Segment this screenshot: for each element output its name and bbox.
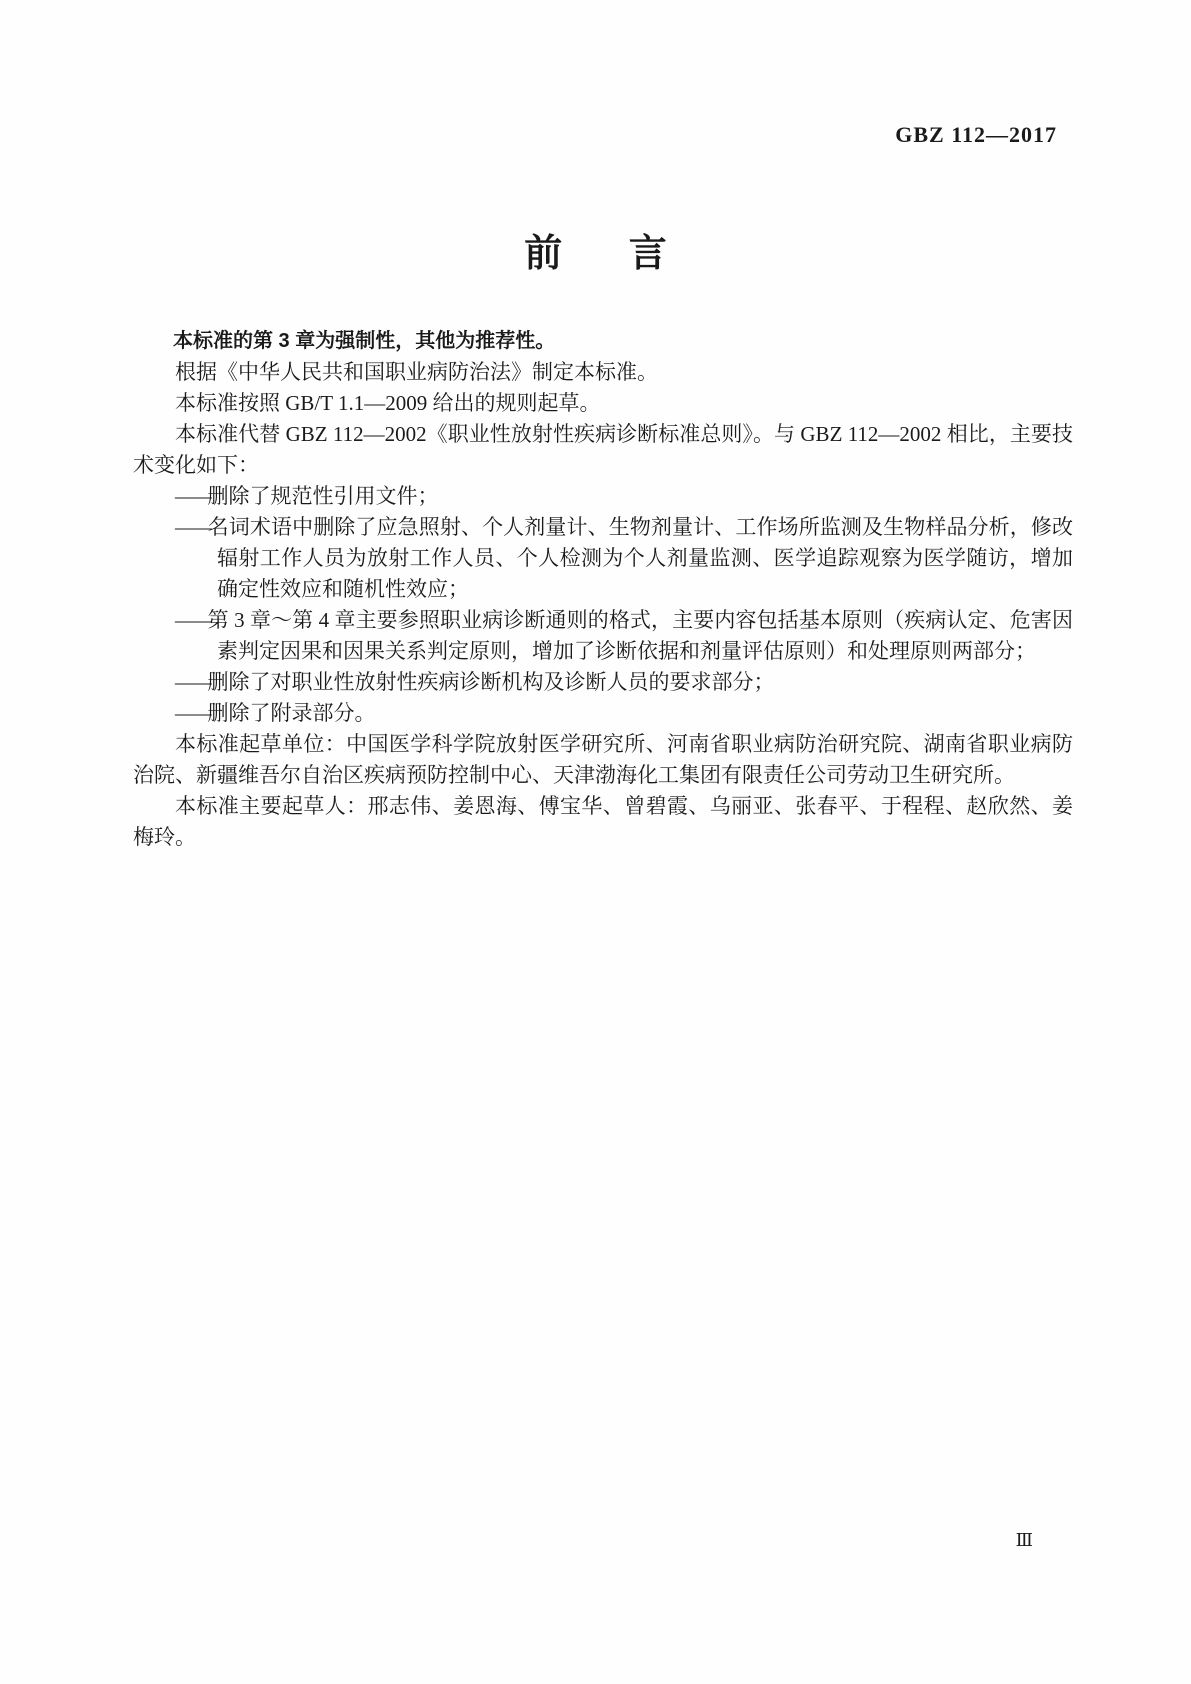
foreword-dash-text: 名词术语中删除了应急照射、个人剂量计、生物剂量计、工作场所监测及生物样品分析，修改辐射工作人员为放射工作人员、个人检测为个人剂量监测、医学追踪观察为医学随访，增加确定性效应和随机性效应；: [207, 515, 1073, 601]
foreword-paragraph: 本标准的第 3 章为强制性，其他为推荐性。: [173, 330, 556, 352]
dash-prefix: ——: [175, 608, 207, 632]
page-number: Ⅲ: [1015, 1530, 1033, 1550]
standard-code-header: GBZ 112—2017: [895, 122, 1057, 147]
foreword-dash-text: 删除了附录部分。: [207, 701, 376, 725]
foreword-dash-text: 删除了规范性引用文件；: [207, 484, 439, 508]
dash-prefix: ——: [175, 515, 207, 539]
foreword-paragraph: 本标准代替 GBZ 112—2002《职业性放射性疾病诊断标准总则》。与 GBZ 112—2002 相比，主要技术变化如下：: [133, 422, 1073, 477]
foreword-dash-text: 删除了对职业性放射性疾病诊断机构及诊断人员的要求部分；: [207, 670, 775, 694]
page-title: 前言: [524, 233, 734, 275]
dash-prefix: ——: [175, 701, 207, 725]
foreword-dash-item: [133, 698, 1073, 729]
foreword-body: [133, 326, 1073, 853]
foreword-dash-item: [133, 667, 1073, 698]
dash-prefix: ——: [175, 484, 207, 508]
foreword-dash-item: [133, 512, 1073, 605]
foreword-paragraph: 本标准起草单位：中国医学科学院放射医学研究所、河南省职业病防治研究院、湖南省职业病防治院、新疆维吾尔自治区疾病预防控制中心、天津渤海化工集团有限责任公司劳动卫生研究所。: [133, 732, 1073, 787]
foreword-dash-item: [133, 481, 1073, 512]
dash-prefix: ——: [175, 670, 207, 694]
foreword-dash-text: 第 3 章～第 4 章主要参照职业病诊断通则的格式，主要内容包括基本原则（疾病认定、危害因素判定因果和因果关系判定原则，增加了诊断依据和剂量评估原则）和处理原则两部分；: [207, 608, 1073, 663]
foreword-paragraph: 本标准按照 GB/T 1.1—2009 给出的规则起草。: [175, 391, 601, 415]
foreword-dash-item: [133, 605, 1073, 667]
foreword-paragraph: 本标准主要起草人：邢志伟、姜恩海、傅宝华、曾碧霞、乌丽亚、张春平、于程程、赵欣然、姜梅玲。: [133, 794, 1073, 849]
foreword-paragraph: 根据《中华人民共和国职业病防治法》制定本标准。: [175, 360, 658, 384]
